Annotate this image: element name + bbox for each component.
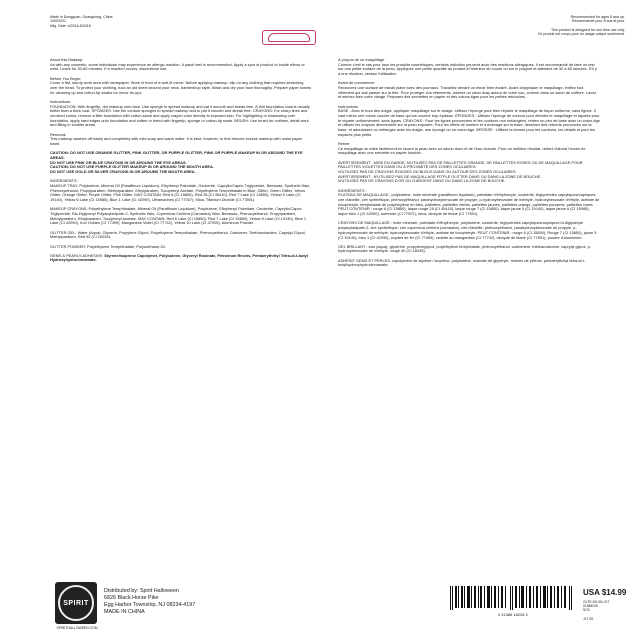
fr-ingredients-title: INGRÉDIENTS : [338, 187, 367, 193]
distributor-address: 6826 Black Horse Pike [104, 595, 159, 601]
package-logo-inner [268, 33, 310, 42]
age-line-fr: Recommandé pour 8 ans et plus. [572, 19, 625, 24]
fr-caution-section [338, 161, 600, 185]
age-line-en: Recommended for ages 8 and up. [570, 15, 625, 19]
fr-instructions-title: Instructions [338, 103, 358, 109]
fr-ingredients-gel: GEL BRILLANT : eau (aqua), glycérine, propylèneglycol, polyéthylène téréphtalate, phénoxyéthanol, carbomère, triéthanolamine, caprylyl glycol, p-hydroxybenzoate de méthyle, rouge 40 (CI 16035). [338, 243, 592, 254]
sku-codes [583, 600, 633, 621]
ingredients-glitter-gel: GLITTER GEL: Water (Aqua), Glycerin, Propylene Glycol, Polyethylene Terephthalate, Phenoxyethanol, Carbomer, Triethanolamine, Caprylyl Glycol, Methylparaben, Red 40 (CI 16035). [50, 229, 306, 240]
fr-removal-title: Retirer [338, 141, 350, 147]
origin-info [50, 15, 210, 28]
price-tag: USA $14.99 [583, 588, 627, 597]
fr-ingredients-crayons: CRAYONS DE MAQUILLAGE : huile minérale, palmitate d'éthylhexyle, polybutène, ozokérite, triglycérides capryliques/capriques bi-diglycéryle polyacyladipate-2, cire synthétique, cire copernicia cerifera (carnauba), cire d'abeille, phénoxyéthanol, parahydroxybenzoate de propyle, p-hydroxybenzoate de méthyle, hydroxybenzoate d'éthyle, acétate de tocophéryle. PEUT CONTENIR : rouge 6 (CI 15850), Rouge 7 (CI 15850), jaune 5 (CI 19140), bleu 1 (CI 42090), oxydes de fer (CI 77499), violette au manganèse (CI 77742), dioxyde de titane (CI 77891), poudre d'aluminium. [338, 220, 597, 240]
ingredients-crayons: MAKEUP CRAYONS: Polyethylene Terephthalate, Mineral Oil (Paraffinum Liquidum), Polybutene, Ethylhexyl Palmitate, Ozokerite, Caprylic/Capric Triglyceride, Bis-Diglyceryl Polyacyladipate-2, Synthetic Wax, Copernicia Cerifera (Carnauba) Wax, Beeswax, Phenoxyethanol, Propylparaben, Methylparaben, Ethylparaben, Tocopheryl Acetate. MAY CONTAIN: Red 6 Lake (CI 15850), Red 7 Lake (CI 15850), Yellow 5 Lake (CI 19140), Blue 1 Lake (CI 42090), Iron Oxides (CI 77499), Manganese Violet (CI 77742), Yellow 10 Lake (CI 47005), Aluminum Powder. [50, 206, 306, 226]
ingredients-section [50, 179, 312, 263]
sku-line: J17-99 [583, 616, 594, 621]
single-use-en: This product is designed for one time use only. [550, 27, 625, 32]
ingredients-gems [50, 254, 312, 263]
caution-section [50, 151, 312, 175]
fr-caution-line: N'UTILISEZ PAS DE CRAYONS D'OR OU D'ARGENT DANS OU DANS LA ZONE DE BOUCHE. [338, 178, 506, 184]
made-in: MADE IN CHINA [104, 609, 145, 615]
caution-line: DO NOT USE GOLD OR SILVER CRAYONS IN OR AROUND THE MOUTH AREA. [50, 169, 196, 175]
ingredients-title: INGREDIENTS: [50, 178, 78, 184]
fr-ingredients-gems [338, 259, 600, 268]
before-title: Before You Begin: [50, 75, 82, 81]
lot-number: 10003201 [50, 19, 66, 24]
gems-text: Styrene/Isoprene Copolymer, Polybutene, Glyceryl Rosinate, Petroleum Resins, Pentaerythrityl Tetra-di-t-butyl Hydroxyhydrocinnamate. [50, 252, 308, 263]
package-logo-outline [262, 30, 316, 45]
distributor-city: Egg Harbor Township, NJ 08234-4197 [104, 602, 196, 608]
fr-ingredients-section [338, 189, 600, 268]
fr-about-text: Comme c'est le cas pour tous les produits cosmétiques, certains individus peuvent avoir des réactions allergiques. Il est recommandé de faire un test sur une petite surface de la peau. Appliquez une petite quantité du produit à l'intérieur du coude ou sur le poignet et attendez de 30 à 60 minutes. S'il y a une réaction, cessez l'utilisation. [338, 61, 597, 77]
sku-line: 01386226 [583, 604, 598, 609]
french-column [338, 58, 600, 273]
before-section [50, 77, 312, 96]
before-text: Cover a flat, sturdy work area with newspaper. Work in front of a well-lit mirror. Before applying makeup, slip on any clothing that requires stretching over the head. To protect your clothing, tuck an old sheet around your neck, barbershop style. Wash and dry your face thoroughly. Prepare paper towels for cleaning up and cotton-tip swabs for minor fix-ups. [50, 80, 311, 95]
fr-caution-line: N'UTILISEZ PAS DE CRAYONS ROUGES OU BLEUS DANS OU AUTOUR DES ZONES OCULAIRES. [338, 169, 517, 175]
distributor-line: Distributed by: Spirit Halloween [104, 588, 179, 594]
about-text: As with any cosmetic, some individuals may experience an allergic reaction. A patch test is recommended. Apply a spot of product to inside elbow or wrist. Leave for 30-60 minutes. If a reaction occurs, discontinue use. [50, 61, 305, 72]
removal-text: This makeup washes off easily and completely with mild soap and warm water. It is best, however, to first remove excess makeup with moist paper towel. [50, 136, 303, 147]
barcode-number: 0 11386 18226 2 [498, 612, 528, 617]
fr-instructions-section [338, 105, 600, 138]
fr-caution-line: AVERTISSEMENT : N'UTILISEZ PAS DE MAQUILLAGE PITPLE GLITTER DANS OU DANS LA ZONE DE BOUCHE. [338, 173, 542, 179]
fr-gems-label: ADHÉSIF GEMS ET PERLES: [338, 257, 391, 263]
caution-line: DO NOT USE PINK OR BLUE CRAYONS IN OR AROUND THE EYE AREAS. [50, 159, 187, 165]
age-recommendation [535, 15, 625, 36]
removal-title: Removal: [50, 131, 67, 137]
fr-removal-section [338, 142, 600, 156]
spirit-logo-ring [58, 585, 94, 621]
mfg-date: Mfg. Date: 4/2016-5/2016 [50, 23, 91, 28]
fr-ingredients-tray: PLATEAU DE MAQUILLAGE : polybutène, huile minérale (paraffinum liquidum), palmitate d'éthylhexyle, ozokérite, triglycérides capryliques/capriques, cire d'abeille, cire synthétique, phénoxyéthanol, parahydroxybenzoate de propyle, p-hydroxybenzoate de méthyle, hydroxybenzoate d'éthyle, acétate de tocophéryle, téréphtalate de polyéthylène en bleu, paillettes, paillettes vertes, paillettes jaunes, paillettes orange, paillettes pourpres, paillettes roses. PEUT CONTENIR : rouge 6 (CI 15850), laque rouge 28 (CI 45410), laque rouge 7 (CI 15850), laque jaune 5 (CI 19140), laque jaune 6 (CI 15985), laque bleu 1 (CI 42090), outremer (CI 77007), mica, dioxyde de titane (CI 77891). [338, 192, 600, 217]
caution-line: CAUTION: DO NOT USE PURPLE GLITTER MAKEUP IN OR AROUND THE MOUTH AREA. [50, 164, 214, 170]
fr-about-title: À propos de ce maquillage [338, 57, 385, 62]
fr-before-text: Recouvrez une surface de travail plane avec des journaux. Travaillez devant un miroir bien éclairé. Avant d'appliquer le maquillage, enfilez tout vêtement qui doit passer sur la tête. Pour protéger vos vêtements, insérez un vieux drap autour de votre cou, comme dans un salon de coiffure. Lavez et séchez bien votre visage. Préparez des serviettes en papier et des cotons-tiges pour les petites retouches. [338, 85, 597, 100]
spirit-logo [55, 582, 97, 624]
fr-before-section [338, 81, 600, 100]
fr-instructions-text: BASE : Avec le bout des doigts, appliquer maquillage sur le visage. Utilisez l'éponge pour bien répartir le maquillage de façon uniforme, sans lignes. Il vaut mieux une mince couche de base qu'une couche trop épaisse. ÉPONGES : Utilisez l'éponge de contour pour étendre le maquillage et tapotez pour le répartir uniformément, sans lignes. CRAYONS : Pour les lignes prononcées et les couleurs non mélangées, retirez un peu de base avec un coton-tige et utilisez les crayons directement sur la peau exposée. Pour les effets de lumière et d'ombrage sur la base, dessinez des rebords prononcés sur la base, et adoucissez ou mélangez avec les doigts, une éponge ou un coton-tige. BROSSE : Utilisez la brosse pour les contours, les détails et pour les espaces plus petits. [338, 108, 600, 137]
single-use-fr: Ce produit est conçu pour un usage unique seulement. [537, 32, 625, 37]
distributor-info [104, 588, 195, 616]
spirit-url: SPIRITHALLOWEEN.COM [56, 626, 98, 630]
instructions-title: Instructions: [50, 98, 71, 104]
caution-line: CAUTION: DO NOT USE ORANGE GLITTER, PINK GLITTER, OR PURPLE GLITTER, PINK OR PURPLE MAKEUP IN OR AROUND THE EYE AREAS. [50, 150, 303, 160]
sku-line: GLTR 00L00L KIT [583, 600, 610, 604]
removal-section [50, 133, 312, 147]
english-column [50, 58, 312, 268]
spirit-logo-text: SPIRIT [63, 599, 89, 607]
origin-line: Made in Dongguan, Guangdong, China [50, 15, 113, 19]
fr-gems-text: copolymère de styrène / isoprène, polybutène, rosinate de glycéryle, résines de pétrole, pentaérythrityl tétra-di-t-butylhydroxyhydrocinnamate. [338, 257, 586, 268]
sku-line: SCK [583, 608, 590, 613]
instructions-section [50, 100, 312, 128]
ingredients-glitter-powder: GLITTER POWDER: Polyethylene Terephthalate, Polyurethane-33. [50, 243, 166, 249]
fr-caution-line: AVERTISSEMENT : MISE EN GARDE: N'UTILISEZ PAS DE PAILLETTES ORANGE, DE PAILLETTES ROSES OU DE MAQUILLAGE POUR PAILLETTES VIOLETTES DANS OU À PROXIMITÉ DES ZONES OCULAIRES. [338, 159, 583, 170]
fr-removal-text: Ce maquillage se retire facilement en lavant la peau avec un savon doux et de l'eau chaude. Pour un meilleur résultat, retirez d'abord l'excès de maquillage avec une serviette en papier humide. [338, 145, 586, 156]
fr-about-section [338, 58, 600, 77]
ingredients-tray: MAKEUP TRAY: Polybutene, Mineral Oil (Paraffinum Liquidum), Ethylhexyl Palmitate, Ozokerite, Caprylic/Capric Triglyceride, Beeswax, Synthetic Wax, Phenoxyethanol, Propylparaben, Methylparaben, Ethylparaben, Tocopheryl Acetate, Polyethylene Terephthalate in Blue, Glitter, Green Glitter, Yellow Glitter, Orange Glitter, Purple Glitter, Pink Glitter. MAY CONTAIN: Red 6 (CI 15850), Red 28 (CI 45410), Red 7 Lake (CI 15850), Yellow 5 Lake (CI 19140), Yellow 6 Lake (CI 15985), Blue 1 Lake (CI 42090), Ultramarines (CI 77007), Mica, Titanium Dioxide (CI 77891). [50, 182, 311, 203]
barcode [448, 586, 578, 610]
fr-before-title: Avant de commencer [338, 80, 375, 86]
instructions-text: FOUNDATION: With fingertip, dot makeup onto face. Use sponge to spread makeup and pat it smooth and streak-free. A thin foundation coat is usually better than a thick coat. SPONGES: Use the contour sponges to spread makeup and to pat it smooth and streak free. CRAYONS: For sharp lines and unmixed colors, remove a little foundation with cotton-swab and apply crayon color directly to exposed skin. For highlighting or shadowing over foundation, apply hard edges onto foundation and soften or blend with fingertip, sponge or cotton-tip swab. BRUSH: Use brush for outlines, detail work and filling in smaller areas. [50, 103, 310, 128]
about-title: About this Makeup: [50, 57, 84, 62]
about-section [50, 58, 312, 72]
gems-label: GEMS & PEARLS ADHESIVE: [50, 252, 104, 258]
